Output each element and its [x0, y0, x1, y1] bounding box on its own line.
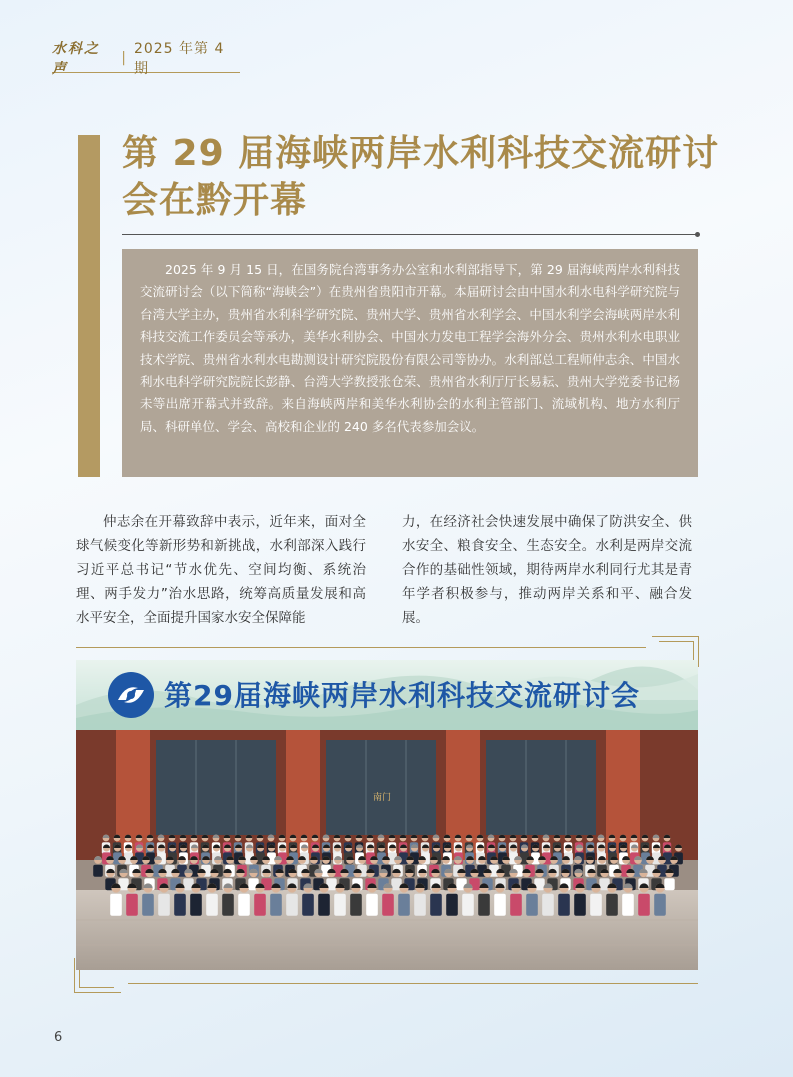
- person-body: [494, 894, 506, 916]
- person-body: [462, 894, 474, 916]
- conference-logo-icon: [106, 670, 156, 720]
- person-body: [366, 894, 378, 916]
- frame-line-bottom: [128, 983, 698, 984]
- person-body: [190, 894, 202, 916]
- person-body: [318, 894, 330, 916]
- person-body: [638, 894, 650, 916]
- person-body: [238, 894, 250, 916]
- person-body: [93, 865, 103, 877]
- article-title: 第 29 届海峡两岸水利科技交流研讨会在黔开幕: [122, 133, 720, 221]
- body-column-left: 仲志余在开幕致辞中表示，近年来，面对全球气候变化等新形势和新挑战，水利部深入践行习近平总书记“节水优先、空间均衡、系统治理、两手发力”治水思路，统筹高质量发展和高水平安全，全面提升国家水安全保障能: [76, 514, 366, 626]
- person-body: [446, 894, 458, 916]
- door-sign: 南门: [372, 793, 392, 803]
- person-body: [414, 894, 426, 916]
- person-body: [270, 894, 282, 916]
- group-photo-scene: [76, 730, 698, 970]
- banner-title: 第29届海峡两岸水利科技交流研讨会: [164, 679, 640, 712]
- person-body: [334, 894, 346, 916]
- person-body: [126, 894, 138, 916]
- person-body: [478, 894, 490, 916]
- magazine-name: 水科之声: [52, 41, 100, 77]
- running-header: [52, 41, 240, 77]
- header-separator: |: [121, 50, 126, 66]
- person-body: [542, 894, 554, 916]
- person-body: [606, 894, 618, 916]
- conference-banner: [76, 660, 698, 730]
- person-body: [398, 894, 410, 916]
- person-body: [664, 878, 674, 890]
- body-column-right: 力，在经济社会快速发展中确保了防洪安全、供水安全、粮食安全、生态安全。水利是两岸交流合作的基础性领域，期待两岸水利同行尤其是青年学者积极参与，推动两岸关系和平、融合发展。: [402, 514, 692, 626]
- person-body: [382, 894, 394, 916]
- frame-line-top: [76, 647, 646, 648]
- person-body: [174, 894, 186, 916]
- person-body: [654, 894, 666, 916]
- person-body: [158, 894, 170, 916]
- person-body: [430, 894, 442, 916]
- person-body: [206, 894, 218, 916]
- person-body: [222, 894, 234, 916]
- title-divider: [122, 234, 698, 235]
- person-body: [254, 894, 266, 916]
- group-photo: [76, 730, 698, 970]
- person-body: [574, 894, 586, 916]
- person-body: [622, 894, 634, 916]
- person-body: [590, 894, 602, 916]
- person-body: [142, 894, 154, 916]
- page-number: 6: [54, 1030, 63, 1045]
- person-body: [286, 894, 298, 916]
- person-body: [350, 894, 362, 916]
- issue-label: 2025 年第 4 期: [133, 41, 225, 77]
- person-body: [110, 894, 122, 916]
- article-summary: 2025 年 9 月 15 日，在国务院台湾事务办公室和水利部指导下，第 29 届海峡两岸水利科技交流研讨会（以下简称“海峡会”）在贵州省贵阳市开幕。本届研讨会由中国水利水电科学研究院与台湾大学主办，贵州省水利科学研究院、贵州大学、贵州省水利学会、中国水利学会海峡两岸水利科技交流工作委员会等承办，美华水利协会、中国水力发电工程学会海外分会、贵州水利水电职业技术学院、贵州省水利水电勘测设计研究院股份有限公司等协办。水利部总工程师仲志余、中国水利水电科学研究院院长彭静、台湾大学教授张仓荣、贵州省水利厅厅长易耘、贵州大学党委书记杨未等出席开幕式并致辞。来自海峡两岸和美华水利协会的水利主管部门、流域机构、地方水利厅局、科研单位、学会、高校和企业的 240 多名代表参加会议。: [122, 249, 698, 477]
- person-body: [526, 894, 538, 916]
- person-body: [558, 894, 570, 916]
- title-accent-bar: [78, 135, 100, 477]
- person-body: [510, 894, 522, 916]
- person-body: [302, 894, 314, 916]
